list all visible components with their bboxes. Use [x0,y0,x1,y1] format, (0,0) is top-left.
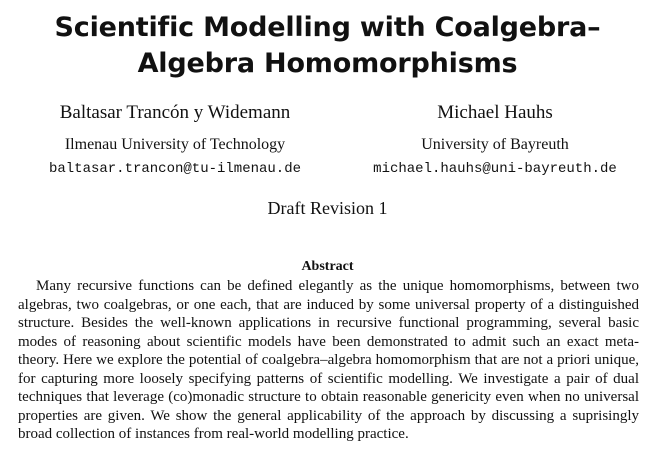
author-affiliation: University of Bayreuth [421,136,569,153]
author-1 [10,100,340,179]
author-2 [350,100,640,179]
abstract-body: Many recursive functions can be defined elegantly as the unique homomorphisms, between two algebras, two coalgebras, or one each, that are induced by some universal property of a distinguished structure. Besides the well-known applications in recursive functional programming, several basic modes of reasoning about scientific models have been demonstrated to admit such an exact meta-theory. Here we explore the potential of coalgebra–algebra homomorphism that are not a priori unique, for capturing more loosely specifying patterns of scientific modelling. We investigate a pair of dual techniques that leverage (co)monadic structure to obtain reasonable genericity even when no universal properties are given. We show the general applicability of the approach by discussing a suprisingly broad collection of instances from real-world modelling practice. [18,278,639,442]
author-block [0,100,655,190]
author-affiliation: Ilmenau University of Technology [64,136,286,153]
author-name: Michael Hauhs [437,102,553,123]
author-name: Baltasar Trancón y Widemann [59,102,291,123]
author-email: michael.hauhs@uni-bayreuth.de [373,161,617,177]
author-email: baltasar.trancon@tu-ilmenau.de [48,161,302,177]
revision-label: Draft Revision 1 [267,198,388,218]
paper-title: Scientific Modelling with Coalgebra–Algebra Homomorphisms [54,12,601,79]
abstract-heading: Abstract [301,259,354,274]
